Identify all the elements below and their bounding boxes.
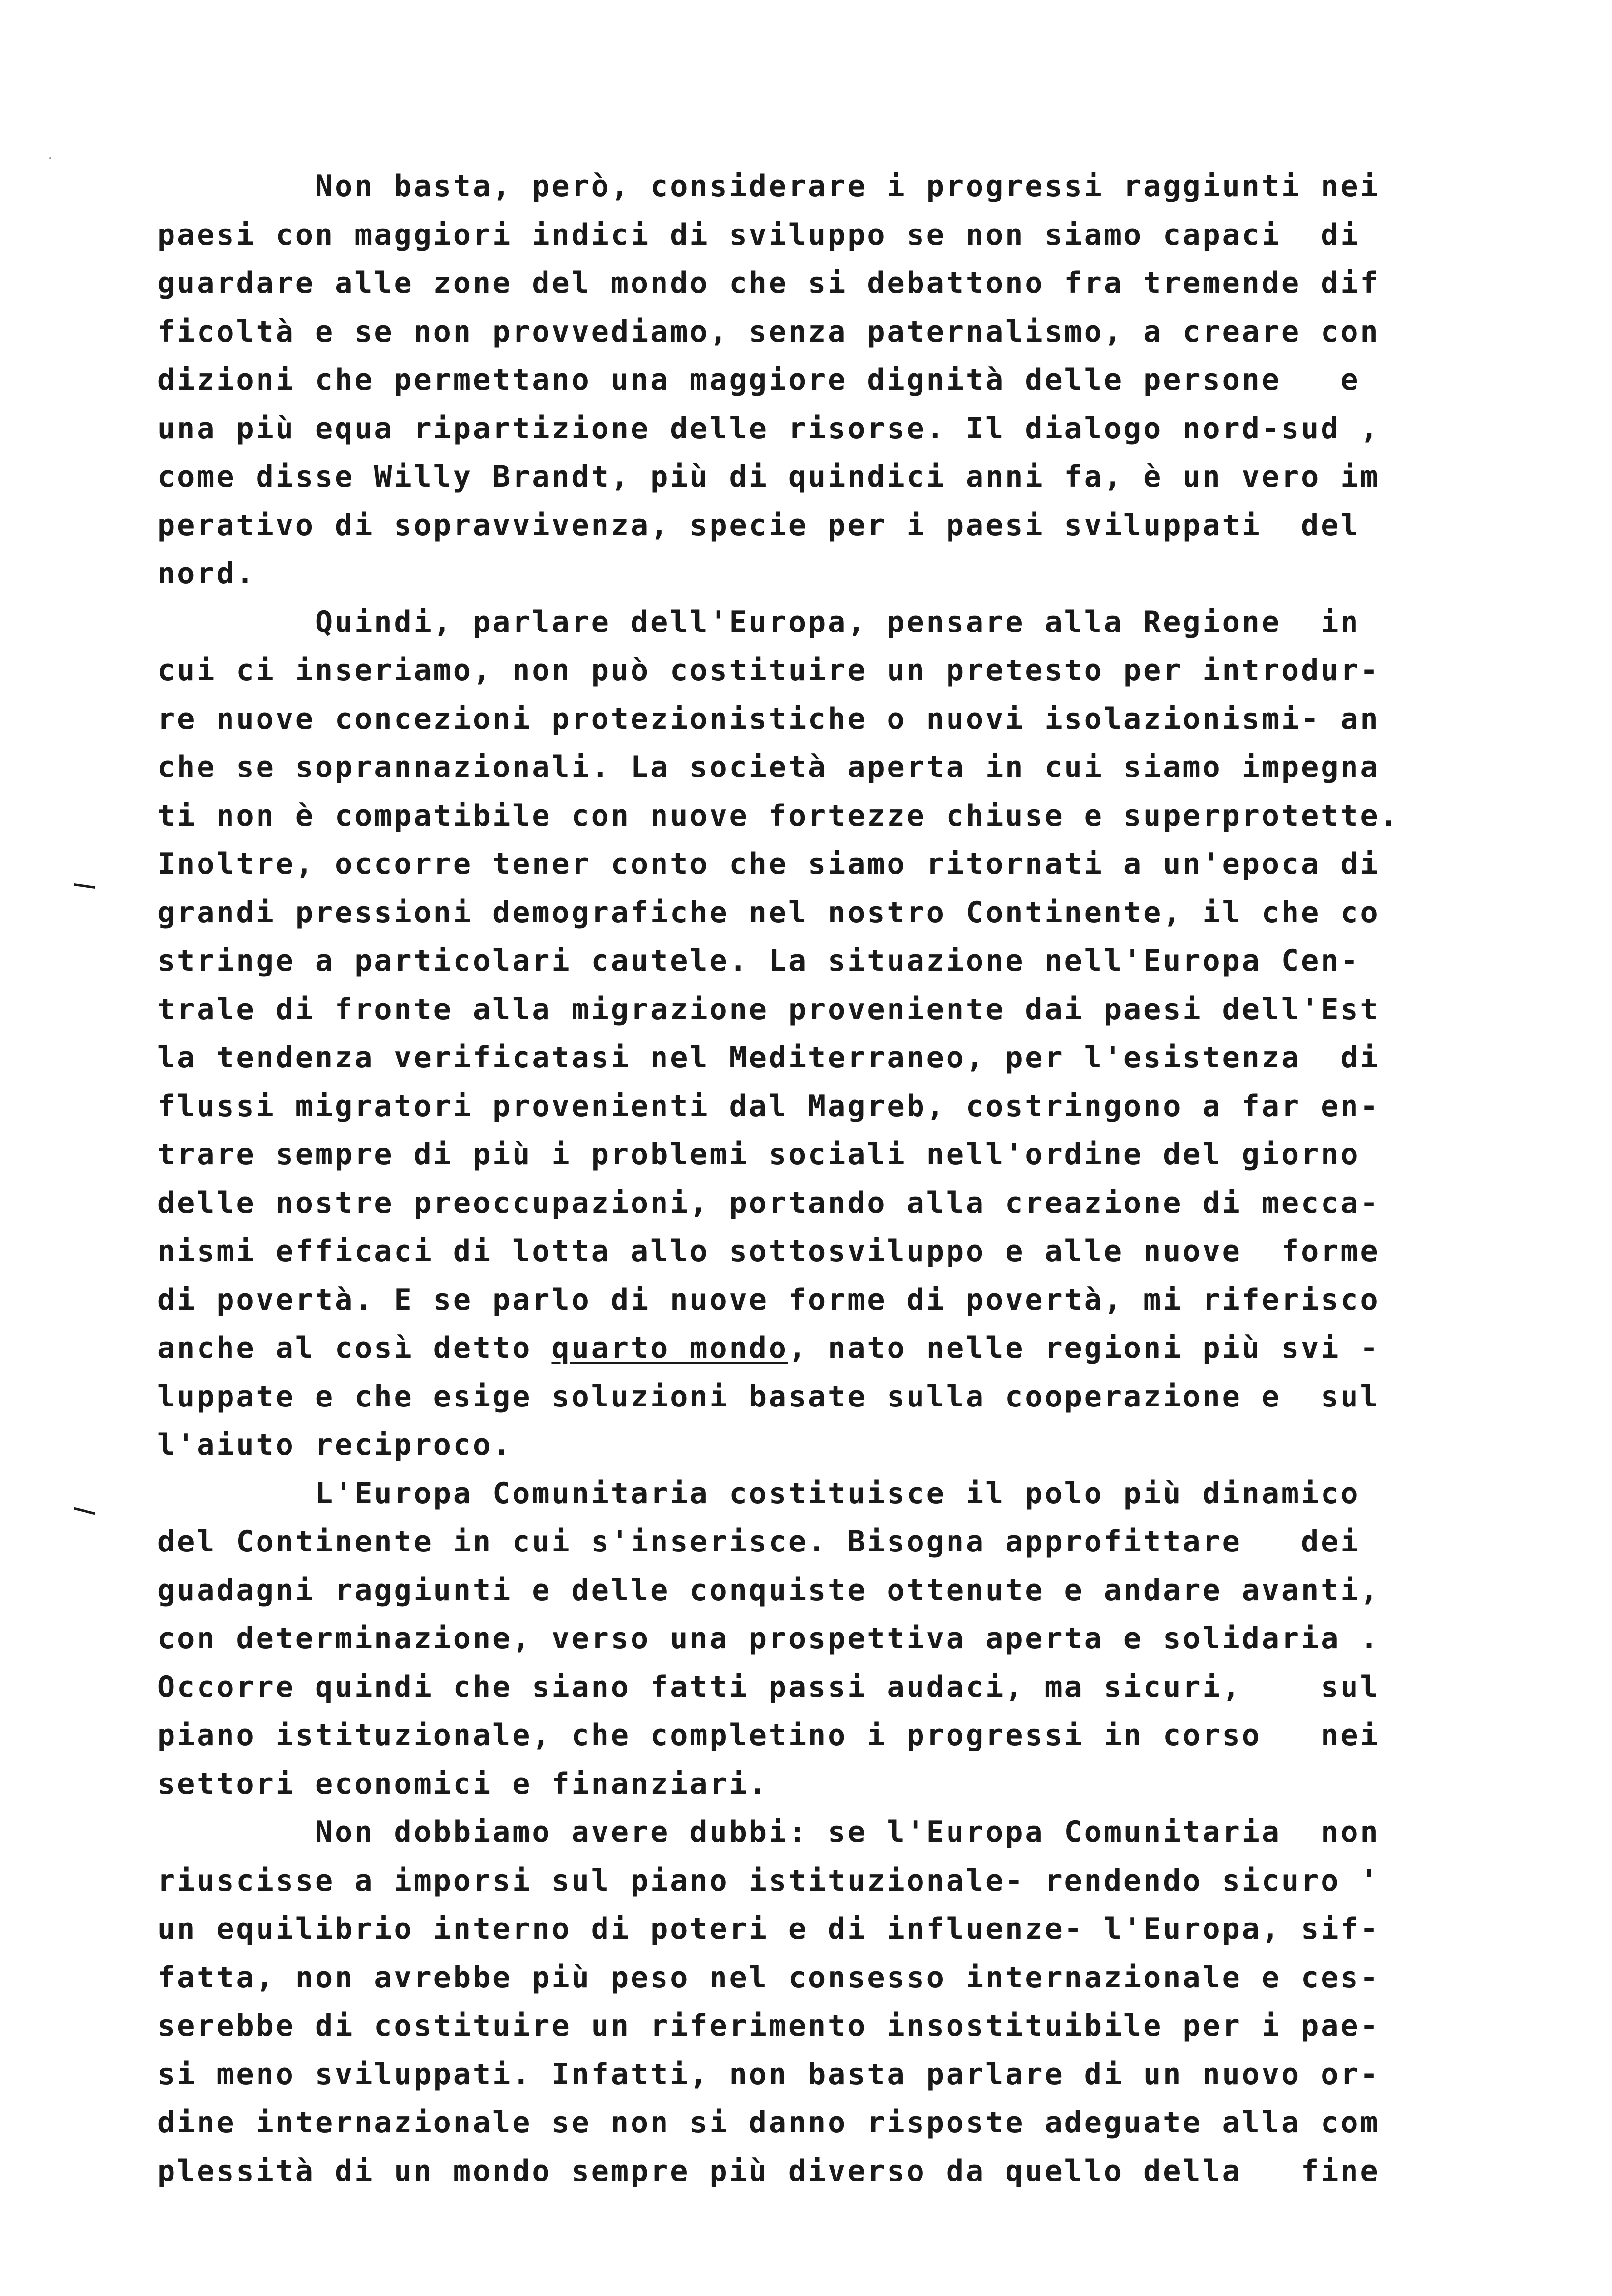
paragraph-tail xyxy=(157,1373,1455,1469)
text-line: grandi pressioni demografiche nel nostro Continente, il che co xyxy=(157,895,1380,930)
text-line: serebbe di costituire un riferimento insostituibile per i pae- xyxy=(157,2009,1380,2043)
text-line: una più equa ripartizione delle risorse. Il dialogo nord-sud , xyxy=(157,411,1380,446)
text-line: che se soprannazionali. La società aperta in cui siamo impegna xyxy=(157,750,1380,784)
text-line: plessità di un mondo sempre più diverso da quello della fine xyxy=(157,2153,1380,2188)
paragraph xyxy=(157,1808,1455,2195)
margin-mark xyxy=(74,1507,95,1515)
text-line: flussi migratori provenienti dal Magreb, costringono a far en- xyxy=(157,1089,1380,1123)
text-line: ficoltà e se non provvediamo, senza paternalismo, a creare con xyxy=(157,314,1380,349)
text-line xyxy=(157,1324,1455,1373)
text-line: si meno sviluppati. Infatti, non basta parlare di un nuovo or- xyxy=(157,2057,1380,2092)
text-line: perativo di sopravvivenza, specie per i paesi sviluppati del xyxy=(157,508,1360,543)
text-line: piano istituzionale, che completino i progressi in corso nei xyxy=(157,1718,1380,1752)
text-line: Occorre quindi che siano fatti passi audaci, ma sicuri, sul xyxy=(157,1669,1380,1704)
text-line: trale di fronte alla migrazione proveniente dai paesi dell'Est xyxy=(157,992,1380,1027)
text-line: dine internazionale se non si danno risposte adeguate alla com xyxy=(157,2105,1380,2140)
text-segment: , nato nelle regioni più svi - xyxy=(788,1331,1380,1365)
text-line: trare sempre di più i problemi sociali nell'ordine del giorno xyxy=(157,1137,1360,1172)
text-line: la tendenza verificatasi nel Mediterraneo, per l'esistenza di xyxy=(157,1040,1380,1075)
text-segment: anche al così detto xyxy=(157,1331,552,1365)
text-line: riuscisse a imporsi sul piano istituzionale- rendendo sicuro ' xyxy=(157,1863,1380,1898)
text-line: un equilibrio interno di poteri e di influenze- l'Europa, sif- xyxy=(157,1912,1380,1946)
text-line: nismi efficaci di lotta allo sottosviluppo e alle nuove forme xyxy=(157,1234,1380,1268)
text-line: L'Europa Comunitaria costituisce il polo più dinamico xyxy=(157,1476,1360,1511)
text-line: guardare alle zone del mondo che si debattono fra tremende dif xyxy=(157,266,1380,300)
text-line: con determinazione, verso una prospettiva aperta e solidaria . xyxy=(157,1621,1380,1656)
margin-mark xyxy=(74,883,95,889)
text-line: Non dobbiamo avere dubbi: se l'Europa Comunitaria non xyxy=(157,1815,1380,1849)
text-line: fatta, non avrebbe più peso nel consesso internazionale e ces- xyxy=(157,1960,1380,1995)
text-line: re nuove concezioni protezionistiche o nuovi isolazionismi- an xyxy=(157,701,1380,736)
text-line: Inoltre, occorre tener conto che siamo ritornati a un'epoca di xyxy=(157,847,1380,881)
text-line: nord. xyxy=(157,556,256,591)
paper-speck xyxy=(49,157,51,159)
text-line: come disse Willy Brandt, più di quindici anni fa, è un vero im xyxy=(157,459,1380,494)
paragraph xyxy=(157,598,1455,1324)
text-line: ti non è compatibile con nuove fortezze chiuse e superprotette. xyxy=(157,798,1400,833)
text-line: del Continente in cui s'inserisce. Bisogna approfittare dei xyxy=(157,1524,1360,1559)
text-line: delle nostre preoccupazioni, portando alla creazione di mecca- xyxy=(157,1185,1380,1220)
text-line: guadagni raggiunti e delle conquiste ottenute e andare avanti, xyxy=(157,1573,1380,1607)
paragraph xyxy=(157,1469,1455,1808)
text-line: cui ci inseriamo, non può costituire un pretesto per introdur- xyxy=(157,653,1380,688)
text-line: luppate e che esige soluzioni basate sulla cooperazione e sul xyxy=(157,1379,1380,1414)
typewritten-text xyxy=(157,162,1455,2195)
text-line: di povertà. E se parlo di nuove forme di povertà, mi riferisco xyxy=(157,1282,1380,1317)
text-line: l'aiuto reciproco. xyxy=(157,1428,513,1462)
text-line: dizioni che permettano una maggiore dignità delle persone e xyxy=(157,363,1360,397)
text-line: Non basta, però, considerare i progressi raggiunti nei xyxy=(157,169,1380,203)
text-line: settori economici e finanziari. xyxy=(157,1766,769,1801)
text-line: paesi con maggiori indici di sviluppo se non siamo capaci di xyxy=(157,217,1360,252)
underlined-phrase: quarto mondo xyxy=(551,1331,788,1365)
text-line: Quindi, parlare dell'Europa, pensare alla Regione in xyxy=(157,604,1360,639)
text-line: stringe a particolari cautele. La situazione nell'Europa Cen- xyxy=(157,944,1360,978)
paragraph xyxy=(157,162,1455,598)
